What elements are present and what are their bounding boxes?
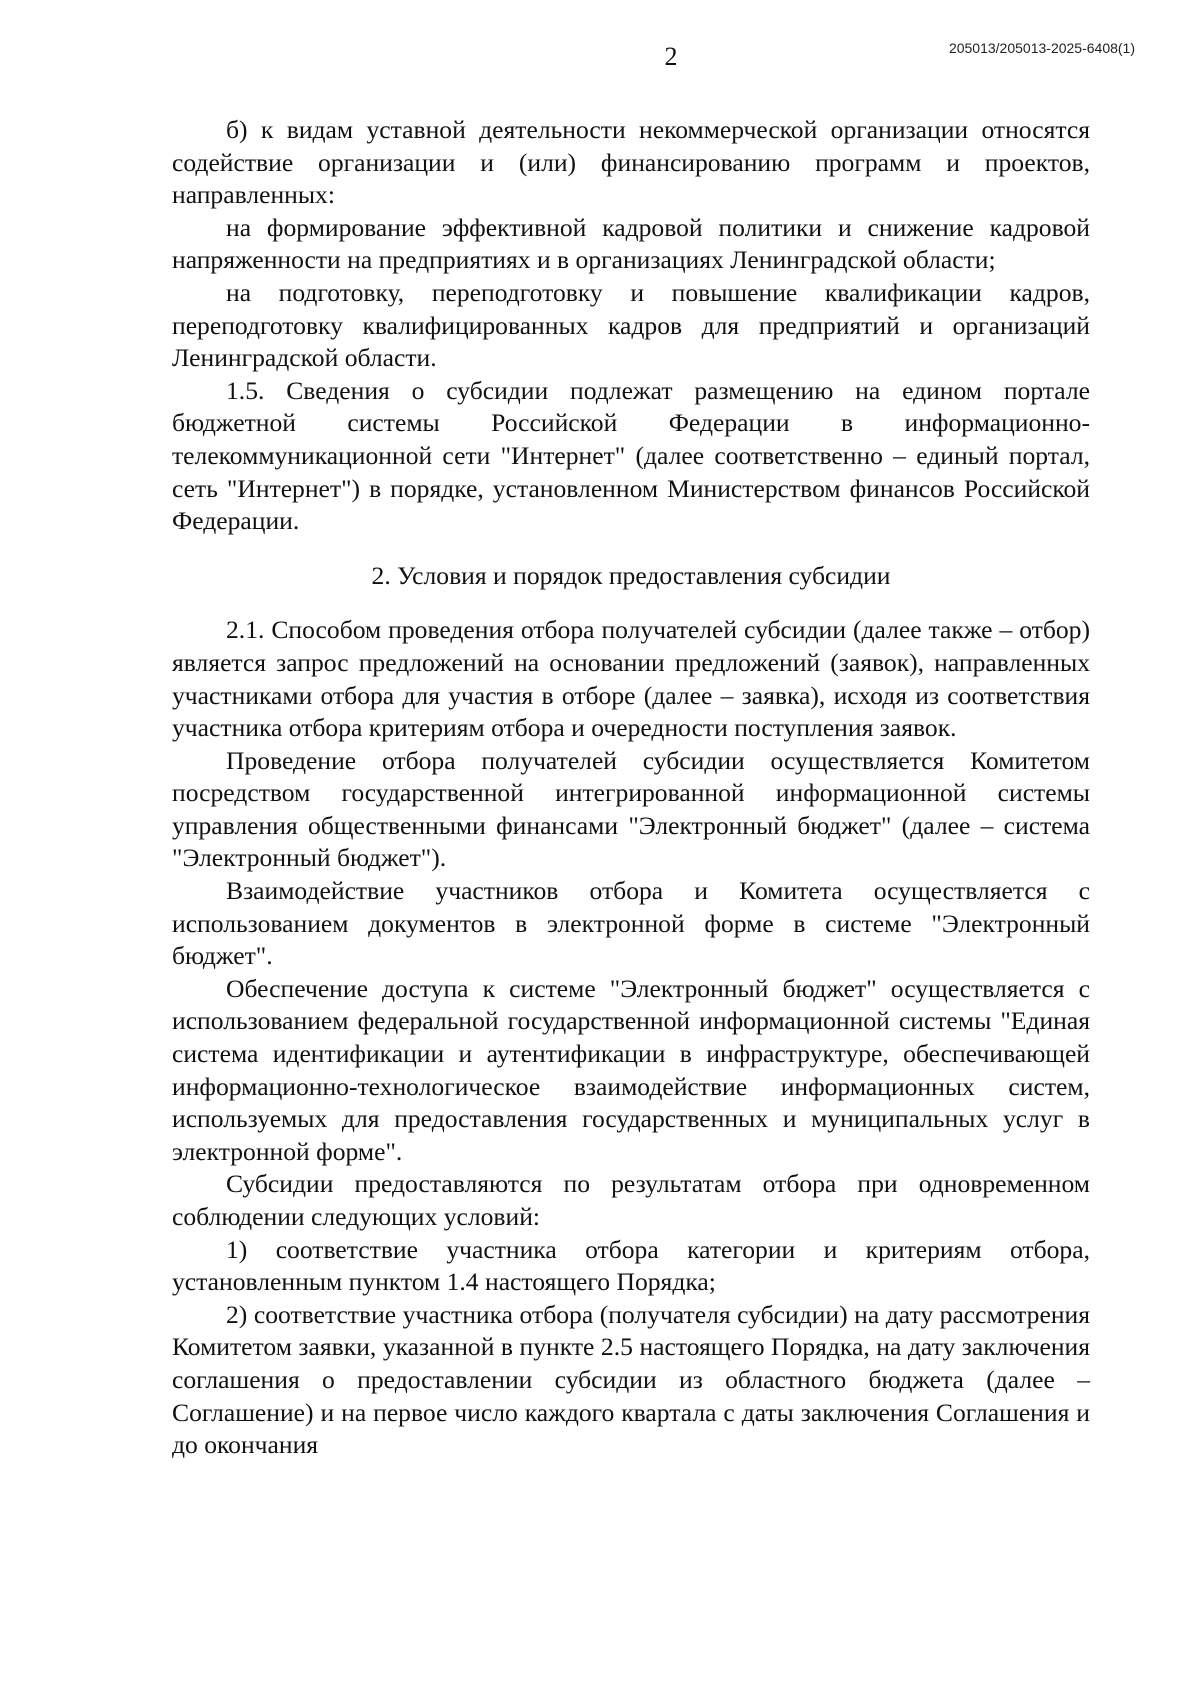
section-heading: 2. Условия и порядок предоставления субсидии bbox=[371, 560, 891, 590]
page-number: 2 bbox=[664, 42, 678, 71]
condition-2: 2) соответствие участника отбора (получателя субсидии) на дату рассмотрения Комитетом заявки, указанной в пункте 2.5 настоящего Порядка, на дату заключения соглашения о предоставлении субсидии из областного бюджета (далее – Соглашение) и на первое число каждого квартала с даты заключения Соглашения и до окончания bbox=[172, 1299, 1090, 1460]
paragraph-selection: Проведение отбора получателей субсидии осуществляется Комитетом посредством государственной интегрированной информационной системы управления общественными финансами "Электронный бюджет" (далее – система "Электронный бюджет"). bbox=[172, 745, 1090, 873]
paragraph-1b: б) к видам уставной деятельности некоммерческой организации относятся содействие организации и (или) финансированию программ и проектов, направленных: bbox=[172, 115, 1090, 210]
paragraph-1-5: 1.5. Сведения о субсидии подлежат размещению на едином портале бюджетной системы Российской Федерации в информационно-телекоммуникационной сети "Интернет" (далее соответственно – единый портал, сеть "Интернет") в порядке, установленном Министерством финансов Российской Федерации. bbox=[172, 375, 1090, 536]
condition-1: 1) соответствие участника отбора категории и критериям отбора, установленным пунктом 1.4 настоящего Порядка; bbox=[172, 1234, 1090, 1297]
paragraph-conditions: Субсидии предоставляются по результатам отбора при одновременном соблюдении следующих условий: bbox=[172, 1169, 1090, 1231]
document-body bbox=[172, 114, 1090, 1462]
document-id: 205013/205013-2025-6408(1) bbox=[948, 40, 1135, 56]
paragraph-2-1: 2.1. Способом проведения отбора получателей субсидии (далее также – отбор) является запрос предложений на основании предложений (заявок), направленных участниками отбора для участия в отборе (далее – заявка), исходя из соответствия участника отбора критериям отбора и очередности поступления заявок. bbox=[172, 615, 1090, 743]
paragraph-hr-policy: на формирование эффективной кадровой политики и снижение кадровой напряженности на предприятиях и в организациях Ленинградской области; bbox=[172, 212, 1090, 275]
paragraph-access: Обеспечение доступа к системе "Электронный бюджет" осуществляется с использованием федеральной государственной информационной системы "Единая система идентификации и аутентификации в инфраструктуре, обеспечивающей информационно-технологическое взаимодействие информационных систем, используемых для предоставления государственных и муниципальных услуг в электронной форме". bbox=[172, 973, 1090, 1166]
paragraph-interaction: Взаимодействие участников отбора и Комитета осуществляется с использованием документов в электронной форме в системе "Электронный бюджет". bbox=[172, 876, 1090, 971]
paragraph-training: на подготовку, переподготовку и повышение квалификации кадров, переподготовку квалифицированных кадров для предприятий и организаций Ленинградской области. bbox=[172, 277, 1090, 373]
